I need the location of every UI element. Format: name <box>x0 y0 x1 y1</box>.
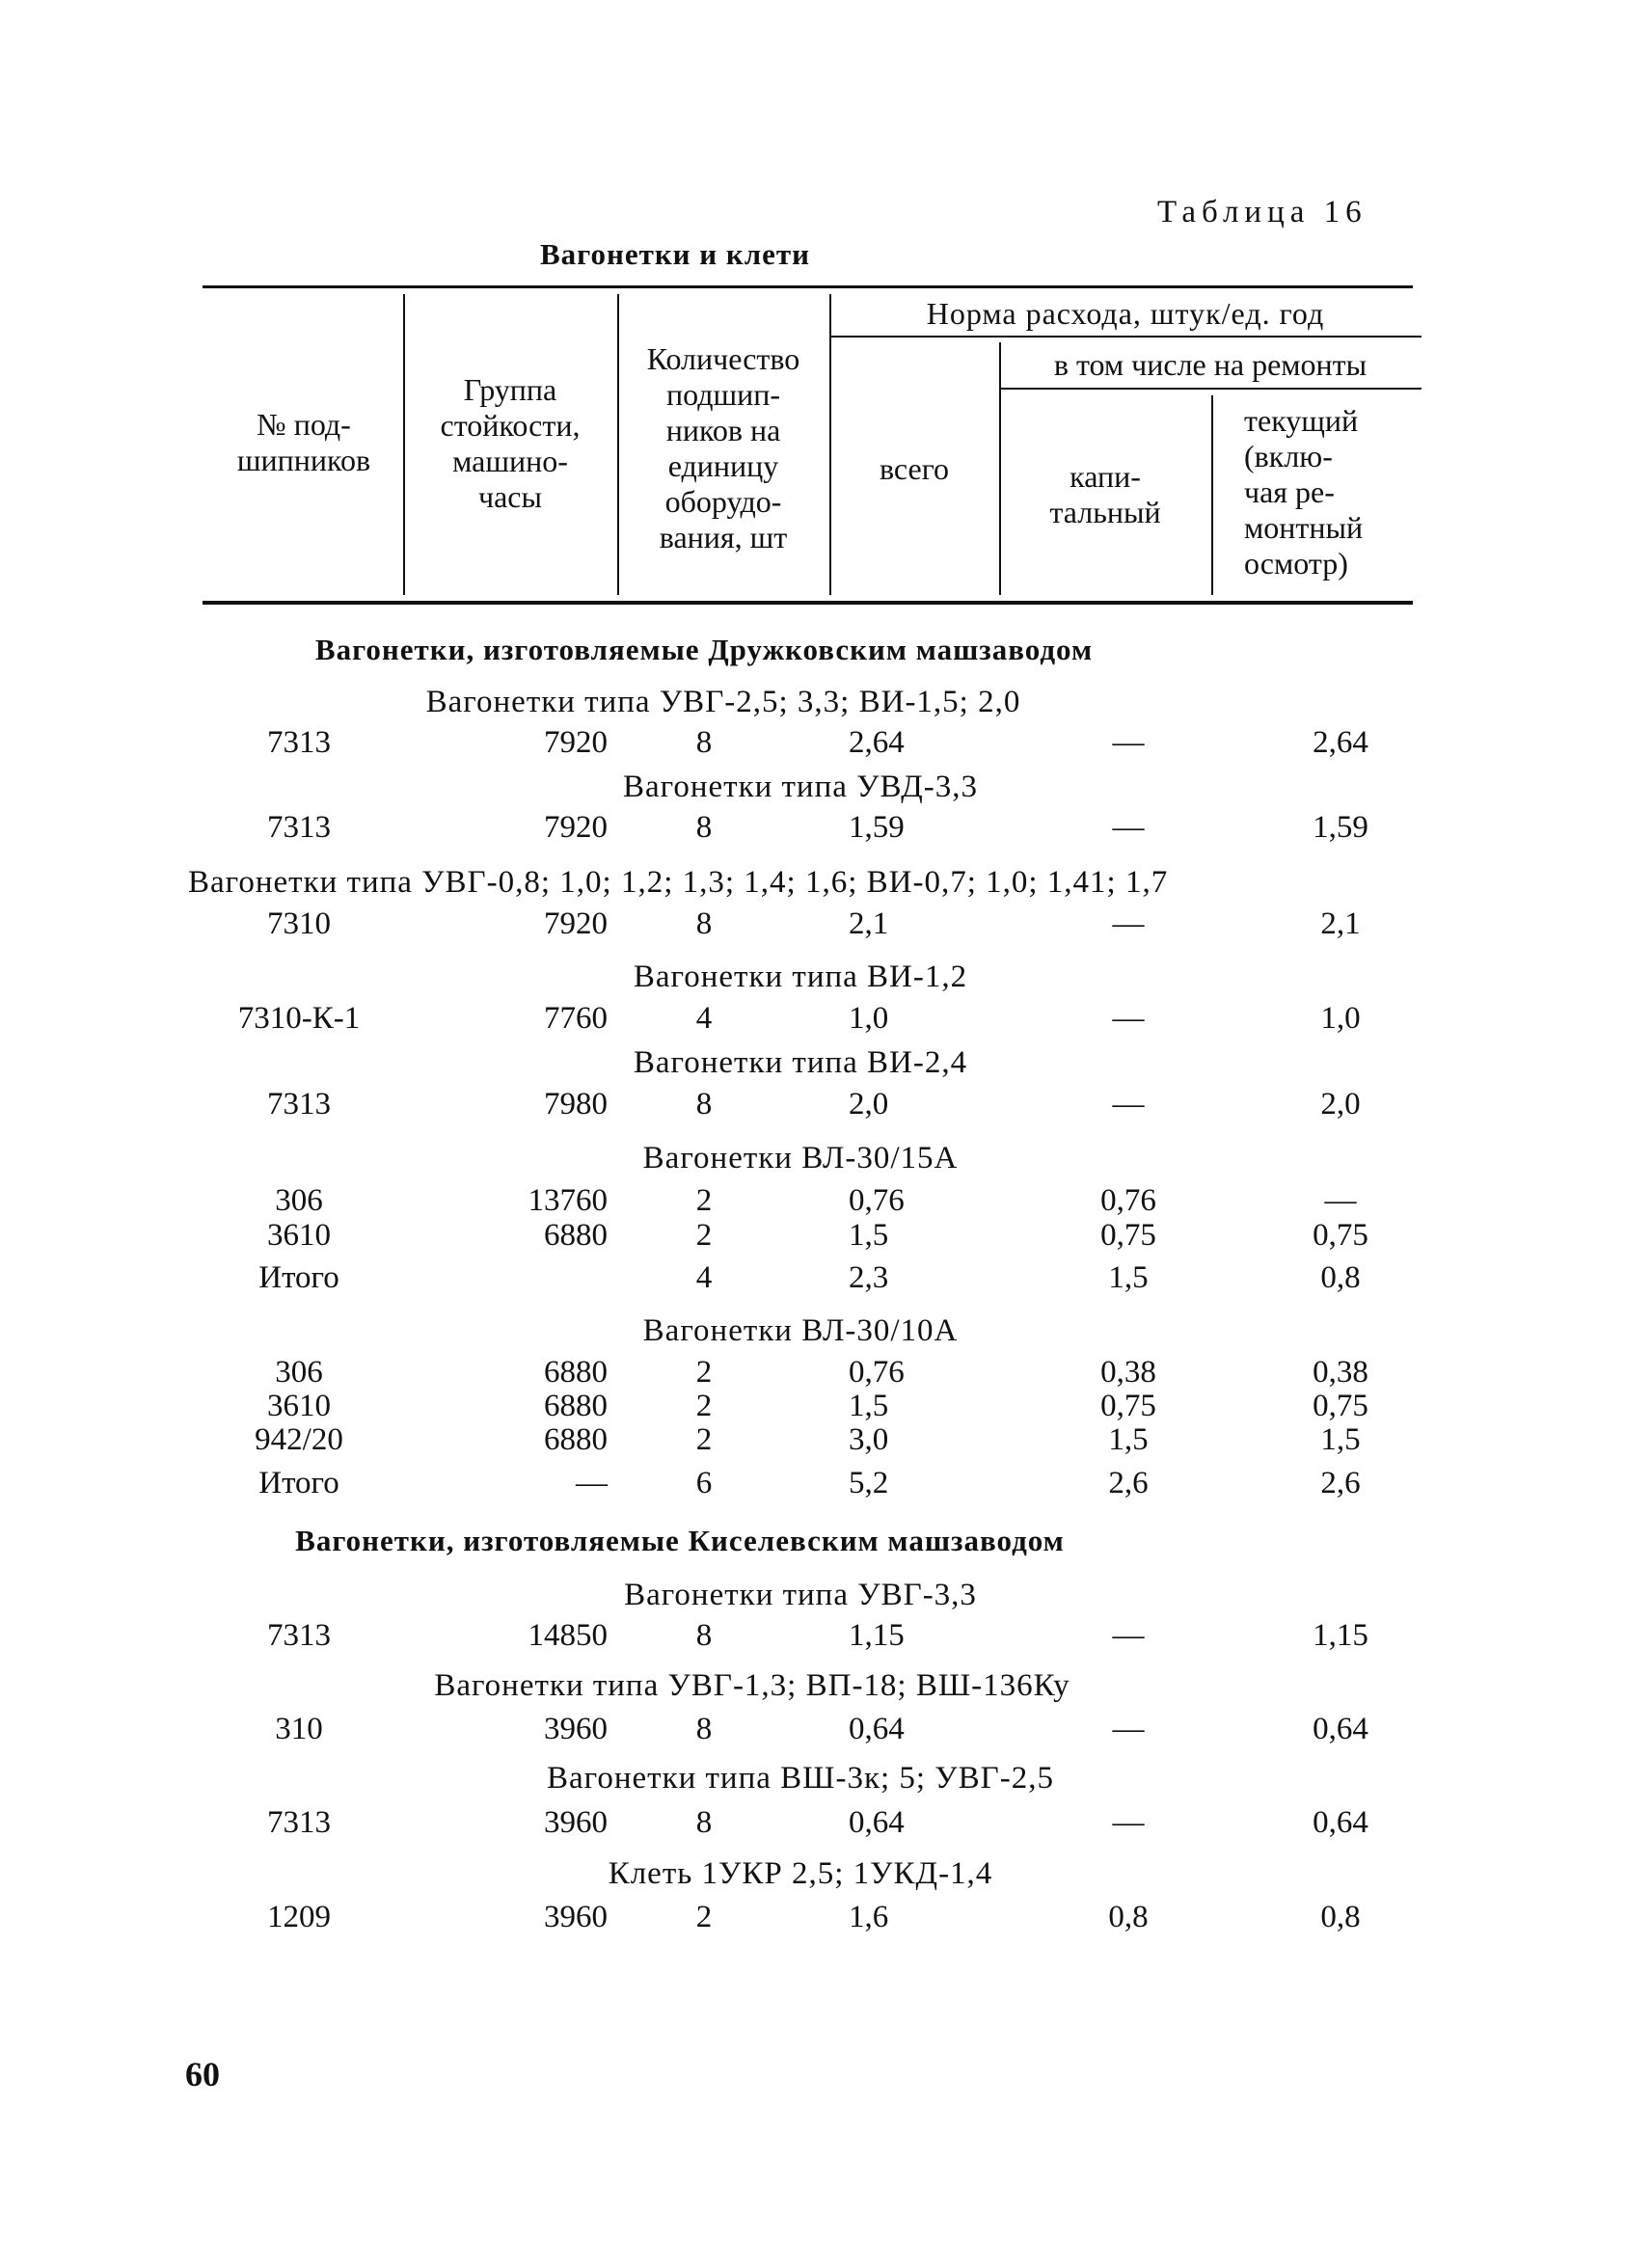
norm-capital: — <box>1112 810 1145 845</box>
norm-current: 2,1 <box>1320 906 1361 941</box>
table-row <box>0 906 1652 945</box>
bearing-count: 4 <box>695 1260 713 1295</box>
norm-current: 0,75 <box>1313 1389 1368 1423</box>
section-heading: Вагонетки, изготовляемые Дружковским машзаводом <box>314 633 1094 666</box>
norm-capital: 0,75 <box>1100 1389 1156 1423</box>
bearing-count: 8 <box>695 1087 713 1122</box>
bearing-number: 3610 <box>267 1389 331 1423</box>
subtitle: Вагонетки типа УВД-3,3 <box>622 770 979 804</box>
durability-group: 7920 <box>544 810 608 845</box>
norm-total: 0,64 <box>849 1712 905 1746</box>
norm-capital: — <box>1112 1712 1145 1746</box>
bearing-number: 1209 <box>267 1900 331 1934</box>
norm-current: 1,5 <box>1320 1422 1361 1457</box>
bearing-count: 4 <box>695 1001 713 1036</box>
header-divider-3 <box>829 294 831 595</box>
durability-group: 6880 <box>544 1218 608 1253</box>
durability-group: 3960 <box>544 1805 608 1840</box>
table-title: Вагонетки и клети <box>539 237 810 271</box>
durability-group: 14850 <box>528 1618 608 1653</box>
bearing-count: 2 <box>695 1183 713 1218</box>
total-row <box>0 1260 1652 1299</box>
norm-capital: — <box>1112 1805 1145 1840</box>
repairs-underline <box>1001 388 1422 390</box>
bearing-count: 8 <box>695 1618 713 1653</box>
norm-total: 2,1 <box>849 906 889 941</box>
durability-group: 13760 <box>528 1183 608 1218</box>
bearing-count: 8 <box>695 725 713 760</box>
bearing-number: 3610 <box>267 1218 331 1253</box>
header-bearing-number: № под- шипников <box>236 407 371 477</box>
durability-group: — <box>576 1466 608 1500</box>
norm-current: 0,8 <box>1320 1260 1361 1295</box>
subtitle: Вагонетки ВЛ-30/15А <box>642 1141 959 1176</box>
norm-capital: — <box>1112 1618 1145 1653</box>
bearing-count: 2 <box>695 1218 713 1253</box>
bearing-number: 7310-К-1 <box>237 1001 361 1036</box>
norm-capital: 0,75 <box>1100 1218 1156 1253</box>
norm-capital: — <box>1112 1001 1145 1036</box>
table-row <box>0 1900 1652 1938</box>
norm-total: 2,3 <box>849 1260 889 1295</box>
norm-total: 5,2 <box>849 1466 889 1500</box>
durability-group: 6880 <box>544 1355 608 1390</box>
bearing-number: 7313 <box>267 1805 331 1840</box>
norm-total: 1,5 <box>849 1389 889 1423</box>
table-row <box>0 1805 1652 1844</box>
bearing-number: 7313 <box>267 810 331 845</box>
header-norm: Норма расхода, штук/ед. год <box>926 296 1325 331</box>
table-row <box>0 1422 1652 1461</box>
bearing-number: 7313 <box>267 1087 331 1122</box>
norm-underline <box>831 336 1422 338</box>
subtitle: Вагонетки типа ВИ-2,4 <box>633 1045 968 1080</box>
norm-current: 1,59 <box>1313 810 1368 845</box>
norm-current: 0,38 <box>1313 1355 1368 1390</box>
norm-current: — <box>1324 1183 1357 1218</box>
bearing-number: 7310 <box>267 906 331 941</box>
total-row <box>0 1466 1652 1504</box>
norm-total: 3,0 <box>849 1422 889 1457</box>
bearing-number: 306 <box>275 1355 323 1390</box>
header-bearing-quantity: Количество подшип- ников на единицу оборудо- вания, шт <box>646 341 800 554</box>
bearing-number: 310 <box>275 1712 323 1746</box>
durability-group: 3960 <box>544 1900 608 1934</box>
header-top-rule <box>203 285 1413 288</box>
norm-total: 1,5 <box>849 1218 889 1253</box>
bearing-number: 7313 <box>267 725 331 760</box>
bearing-count: 8 <box>695 810 713 845</box>
subtitle: Вагонетки ВЛ-30/10А <box>642 1313 959 1348</box>
subtitle: Вагонетки типа ВШ-3к; 5; УВГ-2,5 <box>546 1761 1055 1796</box>
norm-capital: 0,8 <box>1108 1900 1149 1934</box>
table-row <box>0 1001 1652 1040</box>
norm-current: 0,64 <box>1313 1712 1368 1746</box>
bearing-count: 2 <box>695 1389 713 1423</box>
bearing-count: 6 <box>695 1466 713 1500</box>
header-bottom-rule <box>203 601 1413 605</box>
bearing-count: 2 <box>695 1355 713 1390</box>
subtitle: Вагонетки типа УВГ-3,3 <box>624 1578 977 1612</box>
subtitle: Клеть 1УКР 2,5; 1УКД-1,4 <box>608 1856 993 1891</box>
section-heading: Вагонетки, изготовляемые Киселевским машзаводом <box>295 1524 1065 1557</box>
total-label: Итого <box>258 1466 339 1500</box>
norm-total: 2,0 <box>849 1087 889 1122</box>
durability-group: 7980 <box>544 1087 608 1122</box>
table-row <box>0 1183 1652 1222</box>
durability-group: 6880 <box>544 1389 608 1423</box>
table-row <box>0 725 1652 764</box>
subtitle: Вагонетки типа УВГ-1,3; ВП-18; ВШ-136Ку <box>434 1668 1070 1703</box>
table-label: Таблица 16 <box>1157 195 1368 230</box>
table-row <box>0 1618 1652 1657</box>
table-row <box>0 1355 1652 1393</box>
durability-group: 7760 <box>544 1001 608 1036</box>
norm-current: 0,8 <box>1320 1900 1361 1934</box>
norm-current: 2,6 <box>1320 1466 1361 1500</box>
table-row <box>0 1389 1652 1427</box>
durability-group: 3960 <box>544 1712 608 1746</box>
norm-capital: — <box>1112 906 1145 941</box>
durability-group: 7920 <box>544 906 608 941</box>
norm-capital: 1,5 <box>1108 1422 1149 1457</box>
norm-capital: 1,5 <box>1108 1260 1149 1295</box>
subtitle: Вагонетки типа УВГ-2,5; 3,3; ВИ-1,5; 2,0 <box>425 685 1021 719</box>
subtitle: Вагонетки типа УВГ-0,8; 1,0; 1,2; 1,3; 1,4; 1,6; ВИ-0,7; 1,0; 1,41; 1,7 <box>188 865 1169 900</box>
norm-capital: — <box>1112 1087 1145 1122</box>
header-capital: капи- тальный <box>1049 459 1161 529</box>
header-divider-5 <box>1211 395 1213 595</box>
norm-total: 0,76 <box>849 1183 905 1218</box>
bearing-count: 8 <box>695 1805 713 1840</box>
bearing-number: 942/20 <box>255 1422 343 1457</box>
bearing-count: 8 <box>695 906 713 941</box>
table-row <box>0 1712 1652 1750</box>
bearing-count: 8 <box>695 1712 713 1746</box>
table-row <box>0 1218 1652 1257</box>
norm-current: 1,15 <box>1313 1618 1368 1653</box>
total-label: Итого <box>258 1260 339 1295</box>
norm-total: 1,59 <box>849 810 905 845</box>
norm-total: 1,15 <box>849 1618 905 1653</box>
norm-capital: 0,38 <box>1100 1355 1156 1390</box>
durability-group: 7920 <box>544 725 608 760</box>
norm-total: 0,76 <box>849 1355 905 1390</box>
norm-current: 0,75 <box>1313 1218 1368 1253</box>
bearing-number: 7313 <box>267 1618 331 1653</box>
durability-group: 6880 <box>544 1422 608 1457</box>
norm-capital: 0,76 <box>1100 1183 1156 1218</box>
norm-total: 1,6 <box>849 1900 889 1934</box>
bearing-number: 306 <box>275 1183 323 1218</box>
norm-capital: 2,6 <box>1108 1466 1149 1500</box>
norm-current: 2,0 <box>1320 1087 1361 1122</box>
norm-total: 1,0 <box>849 1001 889 1036</box>
subtitle: Вагонетки типа ВИ-1,2 <box>633 959 968 994</box>
norm-capital: — <box>1112 725 1145 760</box>
table-row <box>0 1087 1652 1125</box>
bearing-count: 2 <box>695 1900 713 1934</box>
header-including-repairs: в том числе на ремонты <box>1053 347 1368 382</box>
norm-current: 2,64 <box>1313 725 1368 760</box>
norm-total: 2,64 <box>849 725 905 760</box>
header-current: текущий (вклю- чая ре- монтный осмотр) <box>1244 403 1364 581</box>
norm-current: 1,0 <box>1320 1001 1361 1036</box>
table-row <box>0 810 1652 849</box>
page-number: 60 <box>185 2055 220 2094</box>
bearing-count: 2 <box>695 1422 713 1457</box>
header-durability-group: Группа стойкости, машино- часы <box>440 372 581 514</box>
norm-current: 0,64 <box>1313 1805 1368 1840</box>
header-total: всего <box>879 451 950 486</box>
norm-total: 0,64 <box>849 1805 905 1840</box>
